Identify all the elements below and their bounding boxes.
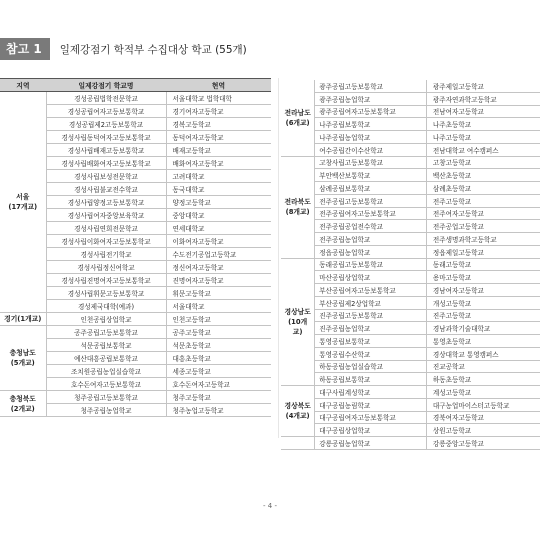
table-row: [281, 245, 540, 258]
old-school-name: 청주공립농업학교: [46, 404, 166, 417]
old-school-name: 전주공립농업학교: [315, 233, 427, 246]
old-school-name: 광주공립농업학교: [315, 92, 427, 105]
table-row: [281, 284, 540, 297]
current-school-name: 서울대학교 법학대학: [166, 92, 271, 105]
current-school-name: 이화여자고등학교: [166, 235, 271, 248]
old-school-name: 경성공립법학전문학교: [46, 92, 166, 105]
table-row: [281, 373, 540, 386]
old-school-name: 경성사립양정고등보통학교: [46, 196, 166, 209]
old-school-name: 경성사립불교전수학교: [46, 183, 166, 196]
region-cell: 충청남도 (5개교): [0, 326, 46, 391]
current-school-name: 광주자연과학고등학교: [426, 92, 540, 105]
current-school-name: 전남여자고등학교: [426, 105, 540, 118]
table-row: [281, 411, 540, 424]
old-school-name: 전주공립공업전수학교: [315, 220, 427, 233]
old-school-name: 광주공립여자고등보통학교: [315, 105, 427, 118]
old-school-name: 경성제국대학(예과): [46, 300, 166, 313]
current-school-name: 배재고등학교: [166, 144, 271, 157]
region-header: 지역: [0, 79, 46, 92]
table-row: [281, 118, 540, 131]
current-school-name: 진교공학교: [426, 360, 540, 373]
current-school-name: 동덕여자고등학교: [166, 131, 271, 144]
table-row: [281, 296, 540, 309]
table-row: [281, 233, 540, 246]
old-school-name: 조치원공립농업실습학교: [46, 365, 166, 378]
current-school-name: 정읍제일고등학교: [426, 245, 540, 258]
current-school-name: 경남과학기술대학교: [426, 322, 540, 335]
current-school-name: 배화여자고등학교: [166, 157, 271, 170]
current-school-name: 개성고등학교: [426, 296, 540, 309]
current-school-name: 호수돈여자고등학교: [166, 378, 271, 391]
old-school-name: 부안백산보통학교: [315, 169, 427, 182]
current-school-name: 대흥초등학교: [166, 352, 271, 365]
current-school-name: 통영초등학교: [426, 335, 540, 348]
region-cell: 경상북도 (4개교): [281, 386, 315, 437]
old-school-name: 경성사립이화여자고등보통학교: [46, 235, 166, 248]
table-row: [281, 322, 540, 335]
current-school-name: 경북여자고등학교: [426, 411, 540, 424]
old-school-name: 하동공립보통학교: [315, 373, 427, 386]
table-row: [0, 313, 271, 326]
table-row: [281, 220, 540, 233]
reference-tag: 참고 1: [0, 38, 50, 60]
table-row: [281, 156, 540, 169]
old-school-name: 여수공립간이수산학교: [315, 143, 427, 156]
old-school-name: 강릉공립농업학교: [315, 437, 427, 450]
old-school-name: 통영공립수산학교: [315, 347, 427, 360]
current-school-name: 경남여자고등학교: [426, 284, 540, 297]
old-school-name: 진주공립농업학교: [315, 322, 427, 335]
current-school-name: 나주고등학교: [426, 131, 540, 144]
table-row: [281, 143, 540, 156]
old-school-name: 대구사립계성학교: [315, 386, 427, 399]
old-school-name: 공주공립고등보통학교: [46, 326, 166, 339]
current-school-name: 양정고등학교: [166, 196, 271, 209]
old-school-name: 대구공립상업학교: [315, 424, 427, 437]
table-row: [281, 207, 540, 220]
current-school-name: 상원고등학교: [426, 424, 540, 437]
current-school-name: 청주고등학교: [166, 391, 271, 404]
table-row: [0, 92, 271, 105]
current-school-name: 백산초등학교: [426, 169, 540, 182]
old-school-name: 경성공립여자고등보통학교: [46, 105, 166, 118]
old-school-name: 마산공립상업학교: [315, 271, 427, 284]
region-cell: 경기(1개교): [0, 313, 46, 326]
table-row: [281, 131, 540, 144]
old-school-name: 진주공립고등보통학교: [315, 309, 427, 322]
current-school-name: 삼례초등학교: [426, 182, 540, 195]
table-row: [281, 105, 540, 118]
current-school-name: 경상대학교 통영캠퍼스: [426, 347, 540, 360]
table-row: [281, 258, 540, 271]
table-row: [281, 335, 540, 348]
table-row: [281, 182, 540, 195]
old-school-name: 나주공립농업학교: [315, 131, 427, 144]
old-school-name: 대구공립농림학교: [315, 398, 427, 411]
old-school-name: 부산공립여자고등보통학교: [315, 284, 427, 297]
current-school-name: 하동초등학교: [426, 373, 540, 386]
current-school-name: 진주고등학교: [426, 309, 540, 322]
current-school-name: 서울대학교: [166, 300, 271, 313]
current-school-name: 나주초등학교: [426, 118, 540, 131]
school-header: 일제강점기 학교명: [46, 79, 166, 92]
old-school-name: 경성사립연희전문학교: [46, 222, 166, 235]
old-school-name: 나주공립보통학교: [315, 118, 427, 131]
old-school-name: 경성사립정신여학교: [46, 261, 166, 274]
old-school-name: 광주공립고등보통학교: [315, 80, 427, 92]
table-row: [281, 398, 540, 411]
old-school-name: 경성공립제2고등보통학교: [46, 118, 166, 131]
table-row: [281, 386, 540, 399]
old-school-name: 고창사립고등보통학교: [315, 156, 427, 169]
region-cell: 전라남도 (6개교): [281, 80, 315, 156]
current-school-name: 고창고등학교: [426, 156, 540, 169]
current-school-name: 용마고등학교: [426, 271, 540, 284]
old-school-name: 경성사립여자중앙보육학교: [46, 209, 166, 222]
old-school-name: 경성사립진명여자고등보통학교: [46, 274, 166, 287]
old-school-name: 경성사립보성전문학교: [46, 170, 166, 183]
current-school-name: 석문초등학교: [166, 339, 271, 352]
current-school-name: 경기여자고등학교: [166, 105, 271, 118]
current-school-name: 공주고등학교: [166, 326, 271, 339]
region-cell: [281, 437, 315, 450]
old-school-name: 정읍공립농업학교: [315, 245, 427, 258]
current-school-name: 대구농업마이스터고등학교: [426, 398, 540, 411]
current-school-name: 광주제일고등학교: [426, 80, 540, 92]
table-row: [281, 194, 540, 207]
current-school-name: 청주농업고등학교: [166, 404, 271, 417]
current-school-name: 인천고등학교: [166, 313, 271, 326]
table-header-row: [0, 79, 271, 92]
current-school-name: 동국대학교: [166, 183, 271, 196]
old-school-name: 경성사립동덕여자고등보통학교: [46, 131, 166, 144]
current-school-name: 정신여자고등학교: [166, 261, 271, 274]
current-school-name: 연세대학교: [166, 222, 271, 235]
current-school-name: 진명여자고등학교: [166, 274, 271, 287]
table-row: [281, 360, 540, 373]
current-school-name: 수도전기공업고등학교: [166, 248, 271, 261]
table-row: [281, 80, 540, 92]
old-school-name: 하동공립농업실습학교: [315, 360, 427, 373]
old-school-name: 호수돈여자고등보통학교: [46, 378, 166, 391]
old-school-name: 경성사립휘문고등보통학교: [46, 287, 166, 300]
old-school-name: 경성사립배재고등보통학교: [46, 144, 166, 157]
current-school-name: 전주여자고등학교: [426, 207, 540, 220]
region-cell: 전라북도 (8개교): [281, 156, 315, 258]
current-header: 현역: [166, 79, 271, 92]
old-school-name: 경성사립전기학교: [46, 248, 166, 261]
left-table-body: [0, 92, 271, 417]
current-school-name: 경복고등학교: [166, 118, 271, 131]
table-row: [281, 271, 540, 284]
old-school-name: 통영공립보통학교: [315, 335, 427, 348]
region-cell: 서울 (17개교): [0, 92, 46, 313]
old-school-name: 삼례공립보통학교: [315, 182, 427, 195]
current-school-name: 전주공업고등학교: [426, 220, 540, 233]
old-school-name: 동래공립고등보통학교: [315, 258, 427, 271]
page-number: - 4 -: [263, 502, 277, 510]
current-school-name: 강릉중앙고등학교: [426, 437, 540, 450]
old-school-name: 청주공립고등보통학교: [46, 391, 166, 404]
table-row: [281, 437, 540, 450]
table-row: [281, 424, 540, 437]
page-fold-line: [278, 78, 279, 438]
table-row: [0, 326, 271, 339]
current-school-name: 계성고등학교: [426, 386, 540, 399]
old-school-name: 석문공립보통학교: [46, 339, 166, 352]
table-row: [281, 92, 540, 105]
region-cell: 경상남도 (10개교): [281, 258, 315, 386]
right-table-body: [281, 80, 540, 449]
section-header: [0, 38, 247, 60]
old-school-name: 대구공립여자고등보통학교: [315, 411, 427, 424]
table-row: [281, 309, 540, 322]
old-school-name: 경성사립배화여자고등보통학교: [46, 157, 166, 170]
old-school-name: 전주공립여자고등보통학교: [315, 207, 427, 220]
current-school-name: 전주생명과학고등학교: [426, 233, 540, 246]
current-school-name: 전남대학교 여수캠퍼스: [426, 143, 540, 156]
current-school-name: 중앙대학교: [166, 209, 271, 222]
current-school-name: 전주고등학교: [426, 194, 540, 207]
section-caption: 일제강점기 학적부 수집대상 학교 (55개): [59, 43, 247, 56]
table-row: [281, 169, 540, 182]
old-school-name: 전주공립고등보통학교: [315, 194, 427, 207]
region-cell: 충청북도 (2개교): [0, 391, 46, 417]
left-school-table: [0, 78, 271, 417]
old-school-name: 예산대흥공립보통학교: [46, 352, 166, 365]
current-school-name: 휘문고등학교: [166, 287, 271, 300]
current-school-name: 동래고등학교: [426, 258, 540, 271]
old-school-name: 인천공립상업학교: [46, 313, 166, 326]
current-school-name: 고려대학교: [166, 170, 271, 183]
table-row: [281, 347, 540, 360]
current-school-name: 세종고등학교: [166, 365, 271, 378]
right-school-table: [281, 80, 540, 450]
old-school-name: 부산공립제2상업학교: [315, 296, 427, 309]
table-row: [0, 391, 271, 404]
